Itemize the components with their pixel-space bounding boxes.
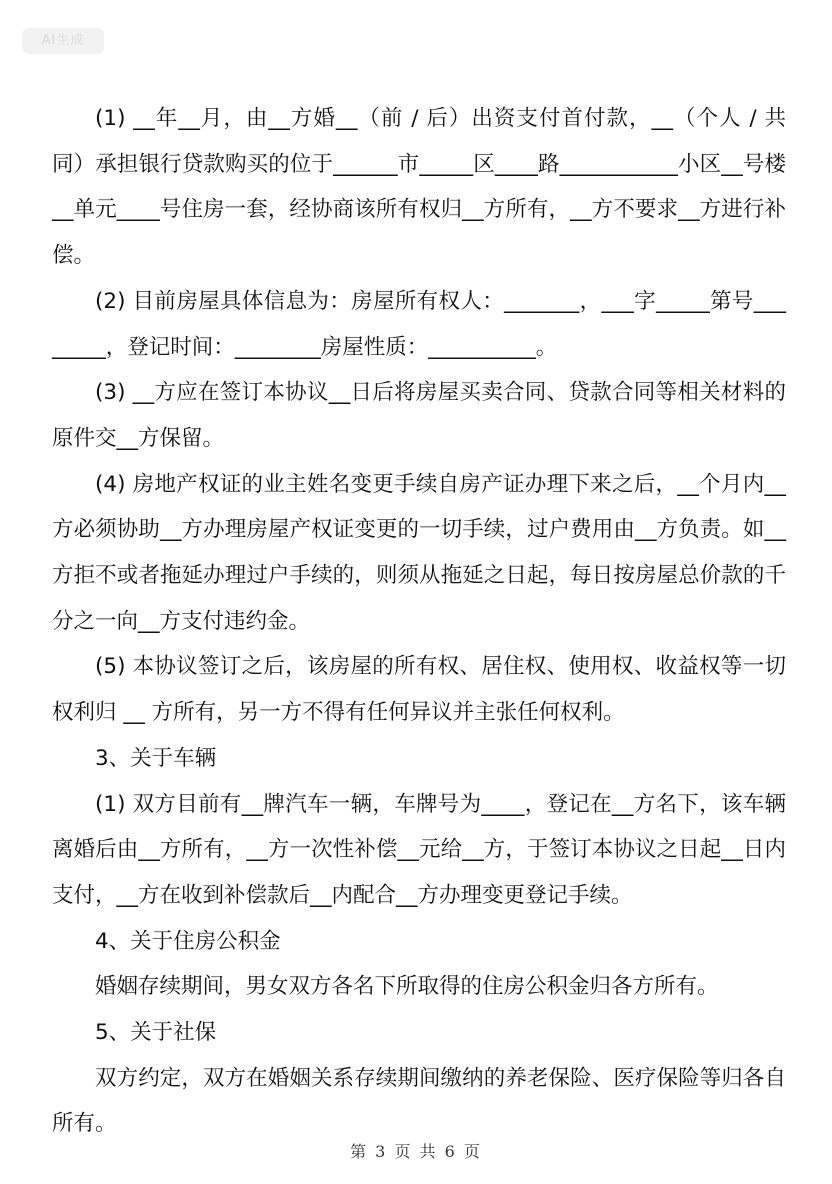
section-heading-social-security: 5、关于社保: [95, 1020, 217, 1046]
ai-generated-watermark: AI生成: [22, 28, 104, 54]
document-body: [52, 96, 786, 1147]
house-clause-3: (3) __方应在签订本协议__日后将房屋买卖合同、贷款合同等相关材料的原件交__方保留。: [52, 380, 786, 451]
page-footer: 第 3 页 共 6 页: [350, 1142, 482, 1161]
house-clause-4: (4) 房地产权证的业主姓名变更手续自房产证办理下来之后，__个月内__方必须协助__方办理房屋产权证变更的一切手续，过户费用由__方负责。如__方拒不或者拖延办理过户手续的，则须从拖延之日起，每日按房屋总价款的千分之一向__方支付违约金。: [52, 471, 786, 634]
house-clause-1: (1) __年__月，由__方婚__（前 / 后）出资支付首付款，__（个人 / 共同）承担银行贷款购买的位于______市_____区____路___________小区__号楼__单元____号住房一套，经协商该所有权归__方所有，__方不要求__方进行补偿。: [52, 106, 786, 269]
section-heading-vehicle: 3、关于车辆: [95, 745, 217, 771]
section-heading-housing-fund: 4、关于住房公积金: [95, 928, 281, 954]
housing-fund-clause: 婚姻存续期间，男女双方各名下所取得的住房公积金归各方所有。: [95, 974, 719, 1000]
house-clause-5: (5) 本协议签订之后，该房屋的所有权、居住权、使用权、收益权等一切权利归 __ 方所有，另一方不得有任何异议并主张任何权利。: [52, 654, 786, 726]
vehicle-clause-1: (1) 双方目前有__牌汽车一辆，车牌号为____，登记在__方名下，该车辆离婚后由__方所有，__方一次性补偿__元给__方，于签订本协议之日起__日内支付，__方在收到补偿款后__内配合__方办理变更登记手续。: [52, 791, 786, 908]
social-security-clause: 双方约定，双方在婚姻关系存续期间缴纳的养老保险、医疗保险等归各自所有。: [52, 1065, 786, 1137]
house-clause-2: (2) 目前房屋具体信息为：房屋所有权人：_______，___字_____第号________，登记时间：________房屋性质：__________。: [52, 288, 786, 360]
